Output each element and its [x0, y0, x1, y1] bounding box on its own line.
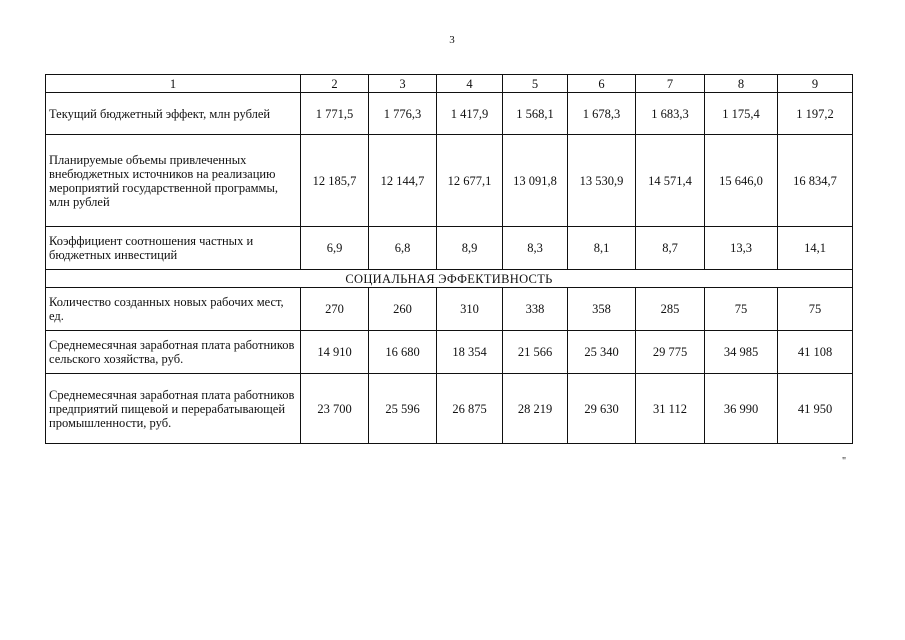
value-cell: 1 197,2 — [778, 93, 853, 135]
value-cell: 1 568,1 — [503, 93, 568, 135]
value-cell: 15 646,0 — [705, 135, 778, 227]
header-cell: 3 — [369, 75, 437, 93]
value-cell: 8,3 — [503, 227, 568, 270]
value-cell: 358 — [568, 288, 636, 331]
table-row-new-jobs — [46, 288, 853, 331]
value-cell: 270 — [301, 288, 369, 331]
value-cell: 25 340 — [568, 331, 636, 374]
row-label: Среднемесячная заработная плата работников предприятий пищевой и перерабатывающей промышленности, руб. — [46, 374, 301, 444]
value-cell: 310 — [437, 288, 503, 331]
value-cell: 1 678,3 — [568, 93, 636, 135]
value-cell: 18 354 — [437, 331, 503, 374]
value-cell: 12 185,7 — [301, 135, 369, 227]
value-cell: 14,1 — [778, 227, 853, 270]
value-cell: 29 775 — [636, 331, 705, 374]
value-cell: 1 771,5 — [301, 93, 369, 135]
value-cell: 75 — [705, 288, 778, 331]
value-cell: 16 834,7 — [778, 135, 853, 227]
value-cell: 13 530,9 — [568, 135, 636, 227]
value-cell: 13,3 — [705, 227, 778, 270]
value-cell: 1 776,3 — [369, 93, 437, 135]
value-cell: 12 677,1 — [437, 135, 503, 227]
value-cell: 41 950 — [778, 374, 853, 444]
value-cell: 260 — [369, 288, 437, 331]
header-cell: 5 — [503, 75, 568, 93]
value-cell: 14 910 — [301, 331, 369, 374]
value-cell: 8,7 — [636, 227, 705, 270]
section-heading-row — [46, 270, 853, 288]
header-cell: 9 — [778, 75, 853, 93]
closing-quote-mark: " — [842, 456, 847, 467]
value-cell: 75 — [778, 288, 853, 331]
row-label: Количество созданных новых рабочих мест, ед. — [46, 288, 301, 331]
value-cell: 31 112 — [636, 374, 705, 444]
value-cell: 1 417,9 — [437, 93, 503, 135]
row-label: Среднемесячная заработная плата работников сельского хозяйства, руб. — [46, 331, 301, 374]
value-cell: 26 875 — [437, 374, 503, 444]
value-cell: 36 990 — [705, 374, 778, 444]
table-row-budget-effect — [46, 93, 853, 135]
value-cell: 23 700 — [301, 374, 369, 444]
value-cell: 338 — [503, 288, 568, 331]
value-cell: 6,8 — [369, 227, 437, 270]
table-row-investment-ratio — [46, 227, 853, 270]
header-cell: 6 — [568, 75, 636, 93]
value-cell: 8,1 — [568, 227, 636, 270]
row-label: Текущий бюджетный эффект, млн рублей — [46, 93, 301, 135]
header-row — [46, 75, 853, 93]
value-cell: 1 175,4 — [705, 93, 778, 135]
value-cell: 34 985 — [705, 331, 778, 374]
header-cell: 2 — [301, 75, 369, 93]
value-cell: 28 219 — [503, 374, 568, 444]
header-cell: 8 — [705, 75, 778, 93]
value-cell: 14 571,4 — [636, 135, 705, 227]
value-cell: 21 566 — [503, 331, 568, 374]
table-row-food-industry-salary — [46, 374, 853, 444]
row-label: Коэффициент соотношения частных и бюджетных инвестиций — [46, 227, 301, 270]
table-row-extrabudget-sources — [46, 135, 853, 227]
value-cell: 12 144,7 — [369, 135, 437, 227]
value-cell: 8,9 — [437, 227, 503, 270]
section-title: СОЦИАЛЬНАЯ ЭФФЕКТИВНОСТЬ — [46, 270, 853, 288]
header-cell: 1 — [46, 75, 301, 93]
indicators-table — [45, 74, 853, 444]
value-cell: 285 — [636, 288, 705, 331]
value-cell: 13 091,8 — [503, 135, 568, 227]
header-cell: 7 — [636, 75, 705, 93]
value-cell: 25 596 — [369, 374, 437, 444]
page-number: 3 — [449, 34, 455, 46]
value-cell: 6,9 — [301, 227, 369, 270]
value-cell: 1 683,3 — [636, 93, 705, 135]
header-cell: 4 — [437, 75, 503, 93]
value-cell: 41 108 — [778, 331, 853, 374]
value-cell: 16 680 — [369, 331, 437, 374]
table-row-agri-salary — [46, 331, 853, 374]
value-cell: 29 630 — [568, 374, 636, 444]
row-label: Планируемые объемы привлеченных внебюджетных источников на реализацию мероприятий государственной программы, млн рублей — [46, 135, 301, 227]
